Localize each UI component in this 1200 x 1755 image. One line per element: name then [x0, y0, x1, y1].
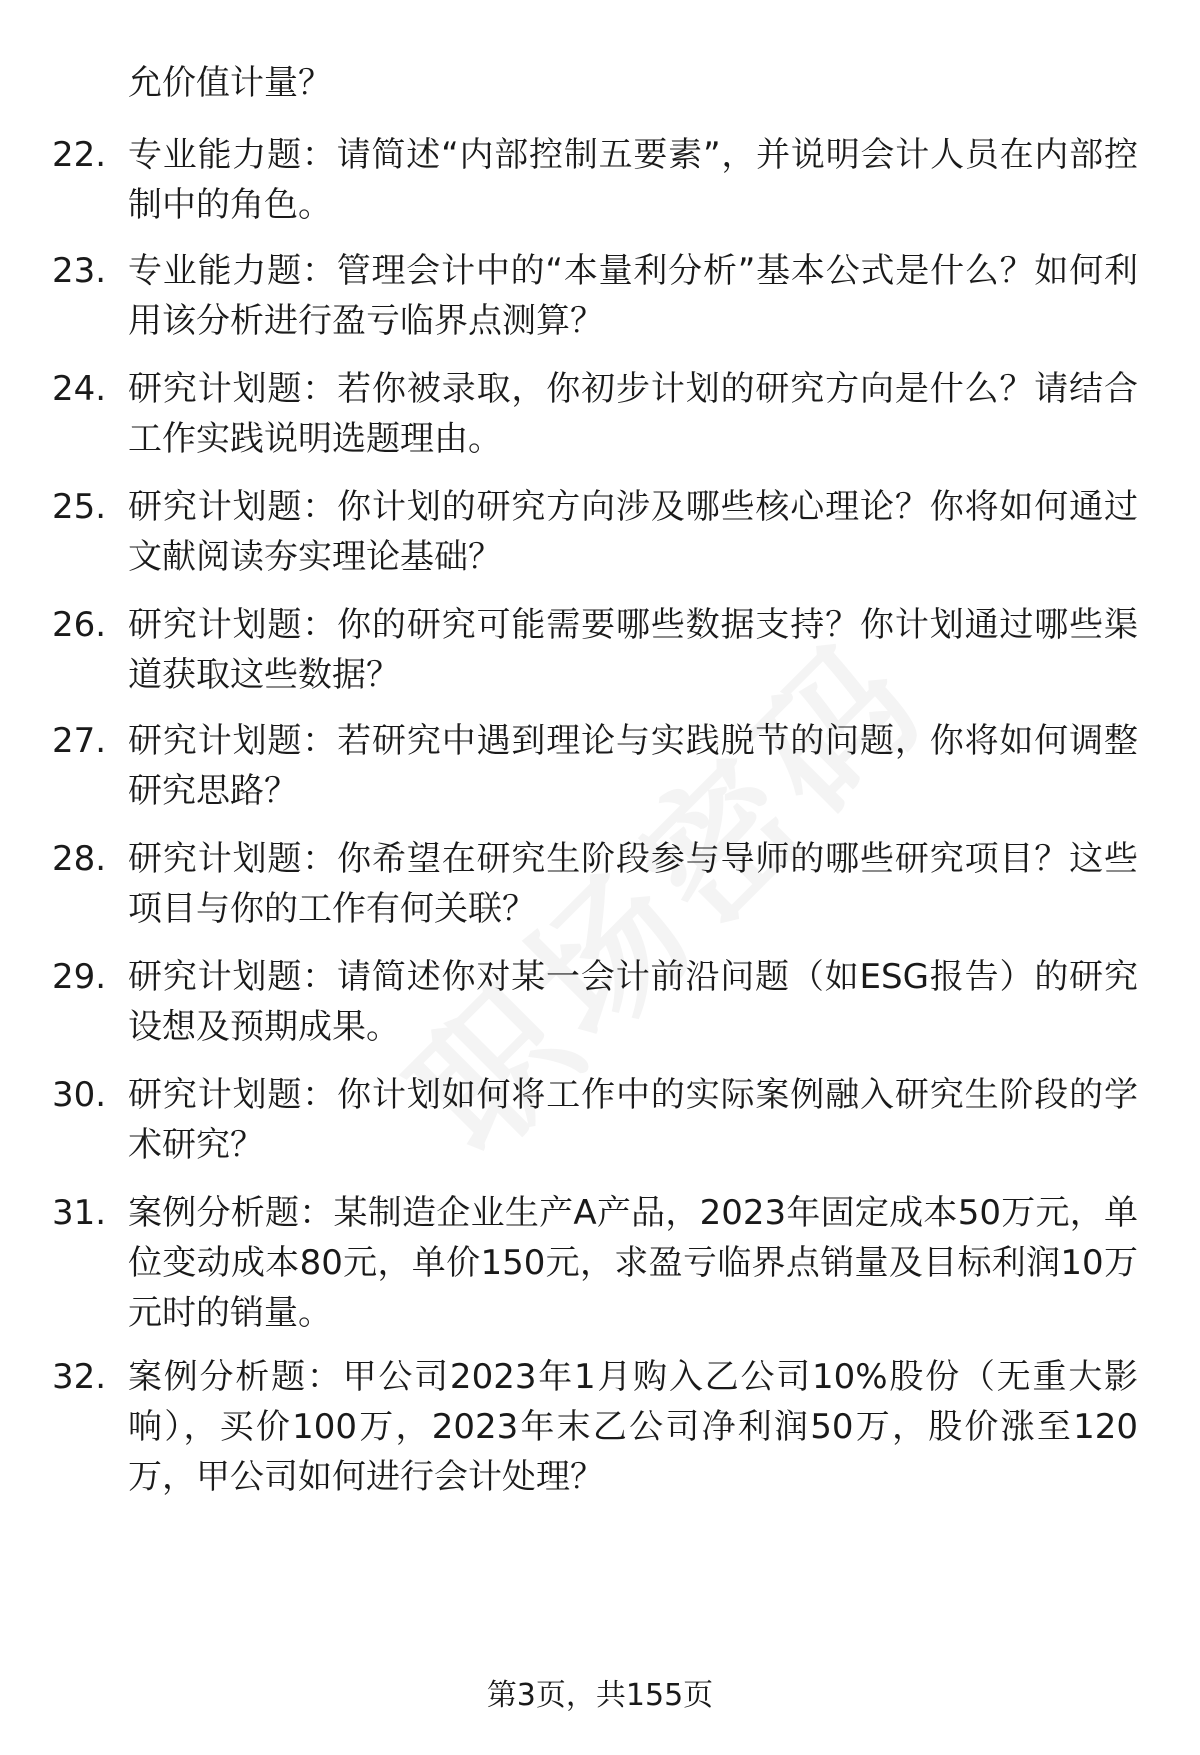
- page-footer: 第3页，共155页: [486, 1678, 714, 1713]
- question-text: 专业能力题：请简述“内部控制五要素”，并说明会计人员在内部控制中的角色。: [128, 135, 1138, 225]
- question-number: 22.: [52, 135, 107, 175]
- question-number: 23.: [52, 251, 107, 291]
- question-text: 研究计划题：若研究中遇到理论与实践脱节的问题，你将如何调整研究思路？: [128, 721, 1138, 811]
- question-number: 25.: [52, 487, 107, 527]
- question-number: 29.: [52, 957, 107, 997]
- question-text: 专业能力题：管理会计中的“本量利分析”基本公式是什么？如何利用该分析进行盈亏临界点测算？: [128, 251, 1138, 341]
- question-number: 26.: [52, 605, 107, 645]
- question-number: 28.: [52, 839, 107, 879]
- question-text: 研究计划题：你计划的研究方向涉及哪些核心理论？你将如何通过文献阅读夯实理论基础？: [128, 487, 1138, 577]
- continuation-text: 允价值计量？: [128, 63, 332, 103]
- question-number: 30.: [52, 1075, 107, 1115]
- question-text: 研究计划题：你计划如何将工作中的实际案例融入研究生阶段的学术研究？: [128, 1075, 1138, 1165]
- question-text: 研究计划题：请简述你对某一会计前沿问题（如ESG报告）的研究设想及预期成果。: [128, 957, 1138, 1047]
- question-text: 研究计划题：你的研究可能需要哪些数据支持？你计划通过哪些渠道获取这些数据？: [128, 605, 1138, 695]
- question-number: 24.: [52, 369, 107, 409]
- question-text: 研究计划题：若你被录取，你初步计划的研究方向是什么？请结合工作实践说明选题理由。: [128, 369, 1138, 459]
- question-text: 案例分析题：某制造企业生产A产品，2023年固定成本50万元，单位变动成本80元，单价150元，求盈亏临界点销量及目标利润10万元时的销量。: [128, 1193, 1138, 1333]
- question-number: 32.: [52, 1357, 107, 1397]
- question-number: 31.: [52, 1193, 107, 1233]
- question-number: 27.: [52, 721, 107, 761]
- question-text: 案例分析题：甲公司2023年1月购入乙公司10%股份（无重大影响），买价100万，2023年末乙公司净利润50万，股价涨至120万，甲公司如何进行会计处理？: [128, 1357, 1138, 1497]
- question-text: 研究计划题：你希望在研究生阶段参与导师的哪些研究项目？这些项目与你的工作有何关联？: [128, 839, 1138, 929]
